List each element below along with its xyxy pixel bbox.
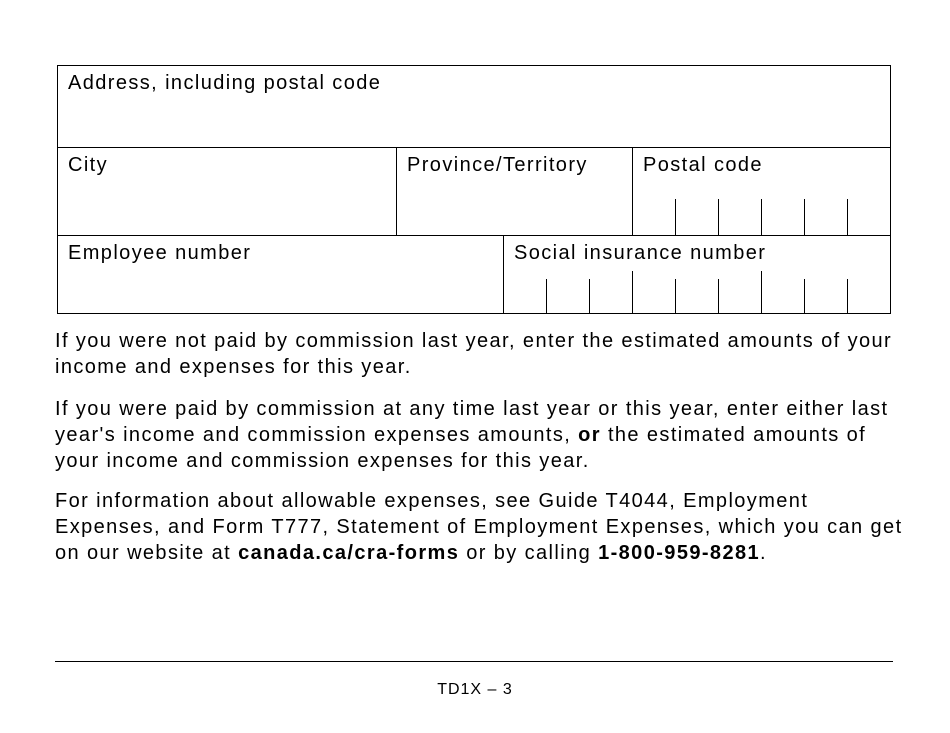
sin-tick	[804, 279, 805, 313]
sin-tick	[675, 279, 676, 313]
province-label: Province/Territory	[407, 154, 588, 176]
sin-tick	[546, 279, 547, 313]
sin-tick	[718, 279, 719, 313]
sin-group-tick	[761, 271, 762, 313]
instruction-p2-bold: or	[578, 424, 601, 446]
instruction-p1-text: If you were not paid by commission last year, enter the estimated amounts of your income and expenses for this year.	[55, 330, 893, 378]
sin-tick	[589, 279, 590, 313]
page-number: TD1X – 3	[437, 681, 513, 698]
address-field[interactable]	[58, 66, 890, 147]
city-field[interactable]	[58, 148, 396, 235]
postal-code-tick	[761, 199, 762, 235]
city-label: City	[68, 154, 109, 176]
instruction-p3-text-a: For information about allowable expenses, see Guide T4044, Employment Expenses, and Form T777, Statement of Employment Expenses, which you can get on our website at	[55, 490, 903, 564]
employee-info-form	[57, 65, 891, 314]
instruction-p3-text-c: .	[760, 542, 767, 564]
sin-group-tick	[632, 271, 633, 313]
website-link[interactable]: canada.ca/cra-forms	[238, 542, 460, 564]
instruction-p3-text-b: or by calling	[459, 542, 599, 564]
instruction-p2-text-a: If you were paid by commission at any time last year or this year, enter either last year's income and commission expenses amounts,	[55, 398, 889, 446]
postal-code-label: Postal code	[643, 154, 763, 176]
postal-code-tick	[804, 199, 805, 235]
instruction-paragraph-2	[55, 396, 915, 474]
employee-number-field[interactable]	[58, 236, 503, 313]
postal-code-tick	[675, 199, 676, 235]
instruction-p2-text-b: the estimated amounts of your income and commission expenses for this year.	[55, 424, 867, 472]
sin-field[interactable]	[504, 236, 890, 313]
employee-number-label: Employee number	[68, 242, 252, 264]
province-field[interactable]	[397, 148, 632, 235]
address-label: Address, including postal code	[68, 72, 382, 94]
footer-divider	[55, 661, 893, 662]
sin-tick	[847, 279, 848, 313]
phone-number: 1-800-959-8281	[598, 542, 761, 564]
sin-label: Social insurance number	[514, 242, 767, 264]
postal-code-tick	[847, 199, 848, 235]
postal-code-tick	[718, 199, 719, 235]
instruction-paragraph-1	[55, 328, 915, 380]
instruction-paragraph-3	[55, 488, 915, 566]
